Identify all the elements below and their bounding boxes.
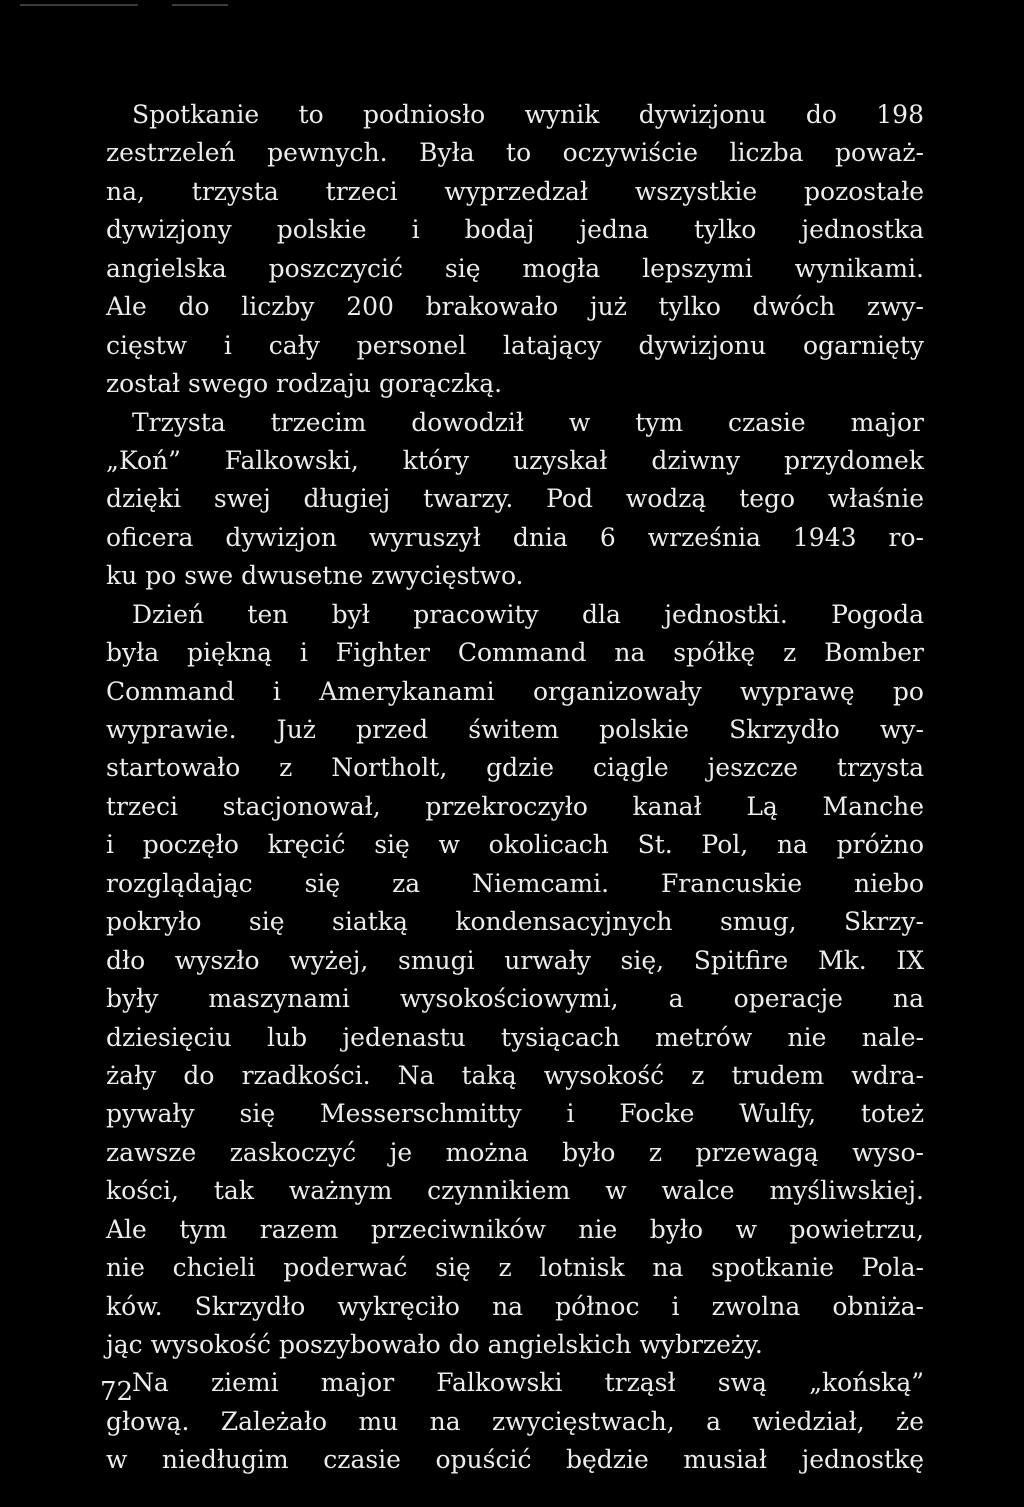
text-line: zestrzeleń pewnych. Była to oczywiście liczba poważ- xyxy=(106,138,924,168)
text-line: na, trzysta trzeci wyprzedzał wszystkie pozostałe xyxy=(106,176,924,206)
text-line: pywały się Messerschmitty i Focke Wulfy, toteż xyxy=(106,1099,924,1129)
text-line: dło wyszło wyżej, smugi urwały się, Spitfire Mk. IX xyxy=(106,945,924,975)
text-line: jąc wysokość poszybowało do angielskich wybrzeży. xyxy=(106,1330,763,1359)
text-line: była piękną i Fighter Command na spółkę z Bomber xyxy=(106,638,924,668)
page-number: 72 xyxy=(100,1377,134,1407)
page-edge-rule xyxy=(20,4,138,6)
text-line: kości, tak ważnym czynnikiem w walce myśliwskiej. xyxy=(106,1176,924,1206)
text-line: oficera dywizjon wyruszył dnia 6 września 1943 ro- xyxy=(106,522,924,552)
text-line: rozglądając się za Niemcami. Francuskie niebo xyxy=(106,868,924,898)
text-line: dywizjony polskie i bodaj jedna tylko jednostka xyxy=(106,215,924,245)
text-line: ków. Skrzydło wykręciło na północ i zwolna obniża- xyxy=(106,1291,924,1321)
text-line: trzeci stacjonował, przekroczyło kanał Lą Manche xyxy=(106,791,924,821)
text-line: zawsze zaskoczyć je można było z przewagą wyso- xyxy=(106,1137,924,1167)
text-line: startowało z Northolt, gdzie ciągle jeszcze trzysta xyxy=(106,753,924,783)
text-line: były maszynami wysokościowymi, a operacje na xyxy=(106,984,924,1014)
text-line: Ale do liczby 200 brakowało już tylko dwóch zwy- xyxy=(106,292,924,322)
text-line: „Koń” Falkowski, który uzyskał dziwny przydomek xyxy=(106,445,924,475)
text-line: głową. Zależało mu na zwycięstwach, a wiedział, że xyxy=(106,1406,924,1436)
text-line: żały do rzadkości. Na taką wysokość z trudem wdra- xyxy=(106,1060,924,1090)
text-line: wyprawie. Już przed świtem polskie Skrzydło wy- xyxy=(106,715,924,744)
text-line: ku po swe dwusetne zwycięstwo. xyxy=(106,561,524,591)
text-line: Na ziemi major Falkowski trząsł swą „końską” xyxy=(132,1368,924,1398)
text-line: nie chcieli poderwać się z lotnisk na spotkanie Pola- xyxy=(106,1253,924,1283)
text-line: Ale tym razem przeciwników nie było w powietrzu, xyxy=(106,1214,924,1244)
text-line: w niedługim czasie opuścić będzie musiał jednostkę xyxy=(106,1445,924,1475)
text-line: dzięki swej długiej twarzy. Pod wodzą tego właśnie xyxy=(106,484,924,514)
body-text xyxy=(106,96,924,1480)
text-line: cięstw i cały personel latający dywizjonu ogarnięty xyxy=(106,330,924,360)
text-line: dziesięciu lub jedenastu tysiącach metrów nie nale- xyxy=(106,1022,924,1052)
text-line: pokryło się siatką kondensacyjnych smug, Skrzy- xyxy=(106,907,924,937)
text-line: Command i Amerykanami organizowały wyprawę po xyxy=(106,676,924,706)
text-line: Dzień ten był pracowity dla jednostki. Pogoda xyxy=(132,599,924,629)
text-line: Trzysta trzecim dowodził w tym czasie major xyxy=(132,407,924,437)
text-line: i poczęło kręcić się w okolicach St. Pol, na próżno xyxy=(106,830,924,860)
page-edge-rule xyxy=(172,4,228,6)
text-line: został swego rodzaju gorączką. xyxy=(106,369,503,399)
text-line: Spotkanie to podniosło wynik dywizjonu do 198 xyxy=(132,100,924,129)
text-line: angielska poszczycić się mogła lepszymi wynikami. xyxy=(106,253,924,283)
